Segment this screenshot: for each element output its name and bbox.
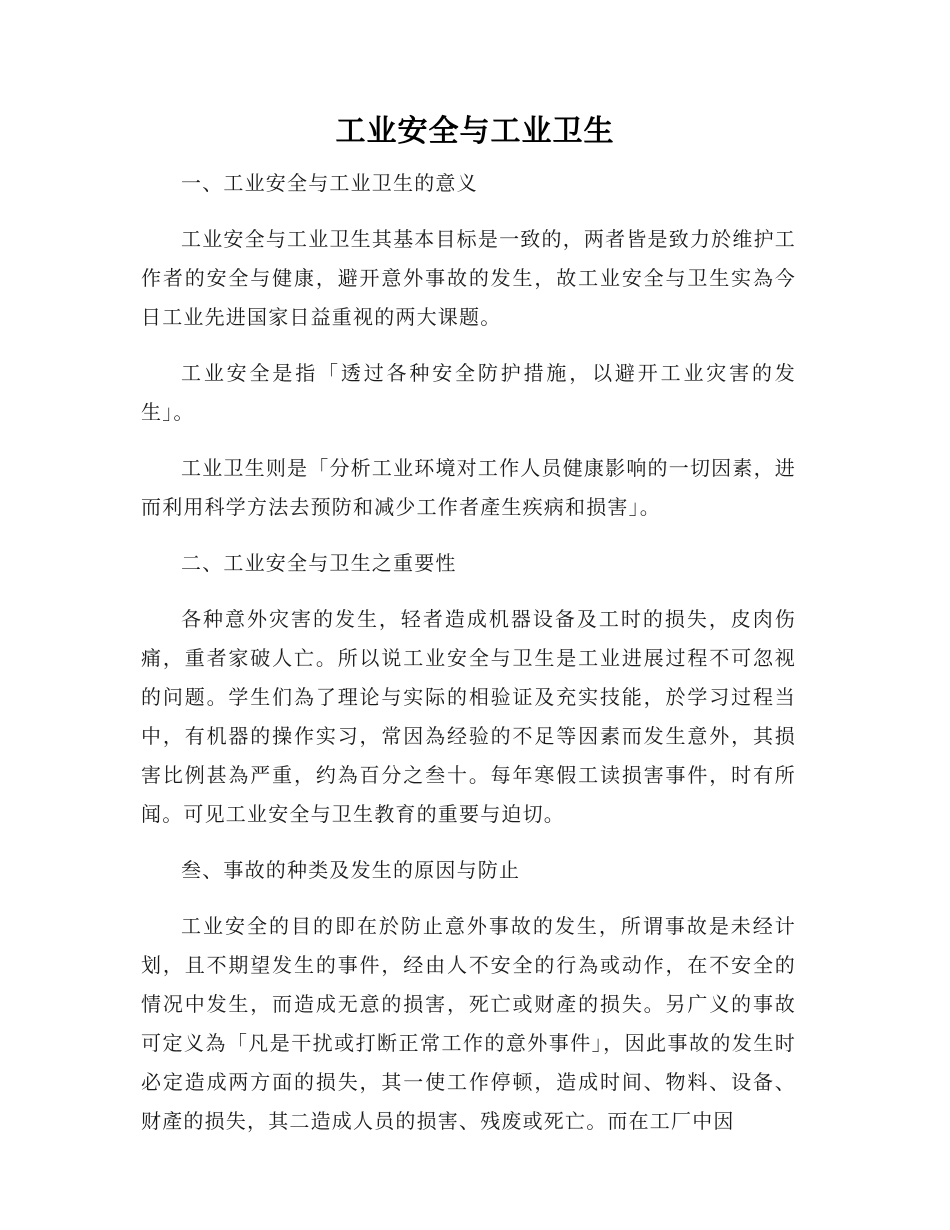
section-heading-2: 二、工业安全与卫生之重要性	[181, 551, 457, 575]
section-heading-3: 叁、事故的种类及发生的原因与防止	[181, 858, 521, 882]
paragraph: 工业安全是指「透过各种安全防护措施，以避开工业灾害的发生」。	[141, 361, 796, 424]
paragraph: 各种意外灾害的发生，轻者造成机器设备及工时的损失，皮肉伤痛，重者家破人亡。所以说工业安全与卫生是工业进展过程不可忽视的问题。学生们為了理论与实际的相验证及充实技能，於学习过程当中，有机器的操作实习，常因為经验的不足等因素而发生意外，其损害比例甚為严重，约為百分之叁十。每年寒假工读损害事件，时有所闻。可见工业安全与卫生教育的重要与迫切。	[141, 607, 796, 826]
paragraph: 工业安全的目的即在於防止意外事故的发生，所谓事故是未经计划，且不期望发生的事件，经由人不安全的行為或动作，在不安全的情况中发生，而造成无意的损害，死亡或财產的损失。另广义的事故可定义為「凡是干扰或打断正常工作的意外事件」，因此事故的发生时必定造成两方面的损失，其一使工作停顿，造成时间、物料、设备、财產的损失，其二造成人员的损害、残废或死亡。而在工厂中因	[141, 914, 796, 1133]
document-body	[141, 164, 796, 1158]
paragraph: 工业卫生则是「分析工业环境对工作人员健康影响的一切因素，进而利用科学方法去预防和减少工作者產生疾病和损害」。	[141, 456, 796, 519]
paragraph: 工业安全与工业卫生其基本目标是一致的，两者皆是致力於维护工作者的安全与健康，避开意外事故的发生，故工业安全与卫生实為今日工业先进国家日益重视的两大课题。	[141, 227, 796, 329]
section-heading-1: 一、工业安全与工业卫生的意义	[181, 171, 478, 195]
document-title: 工业安全与工业卫生	[335, 114, 615, 149]
